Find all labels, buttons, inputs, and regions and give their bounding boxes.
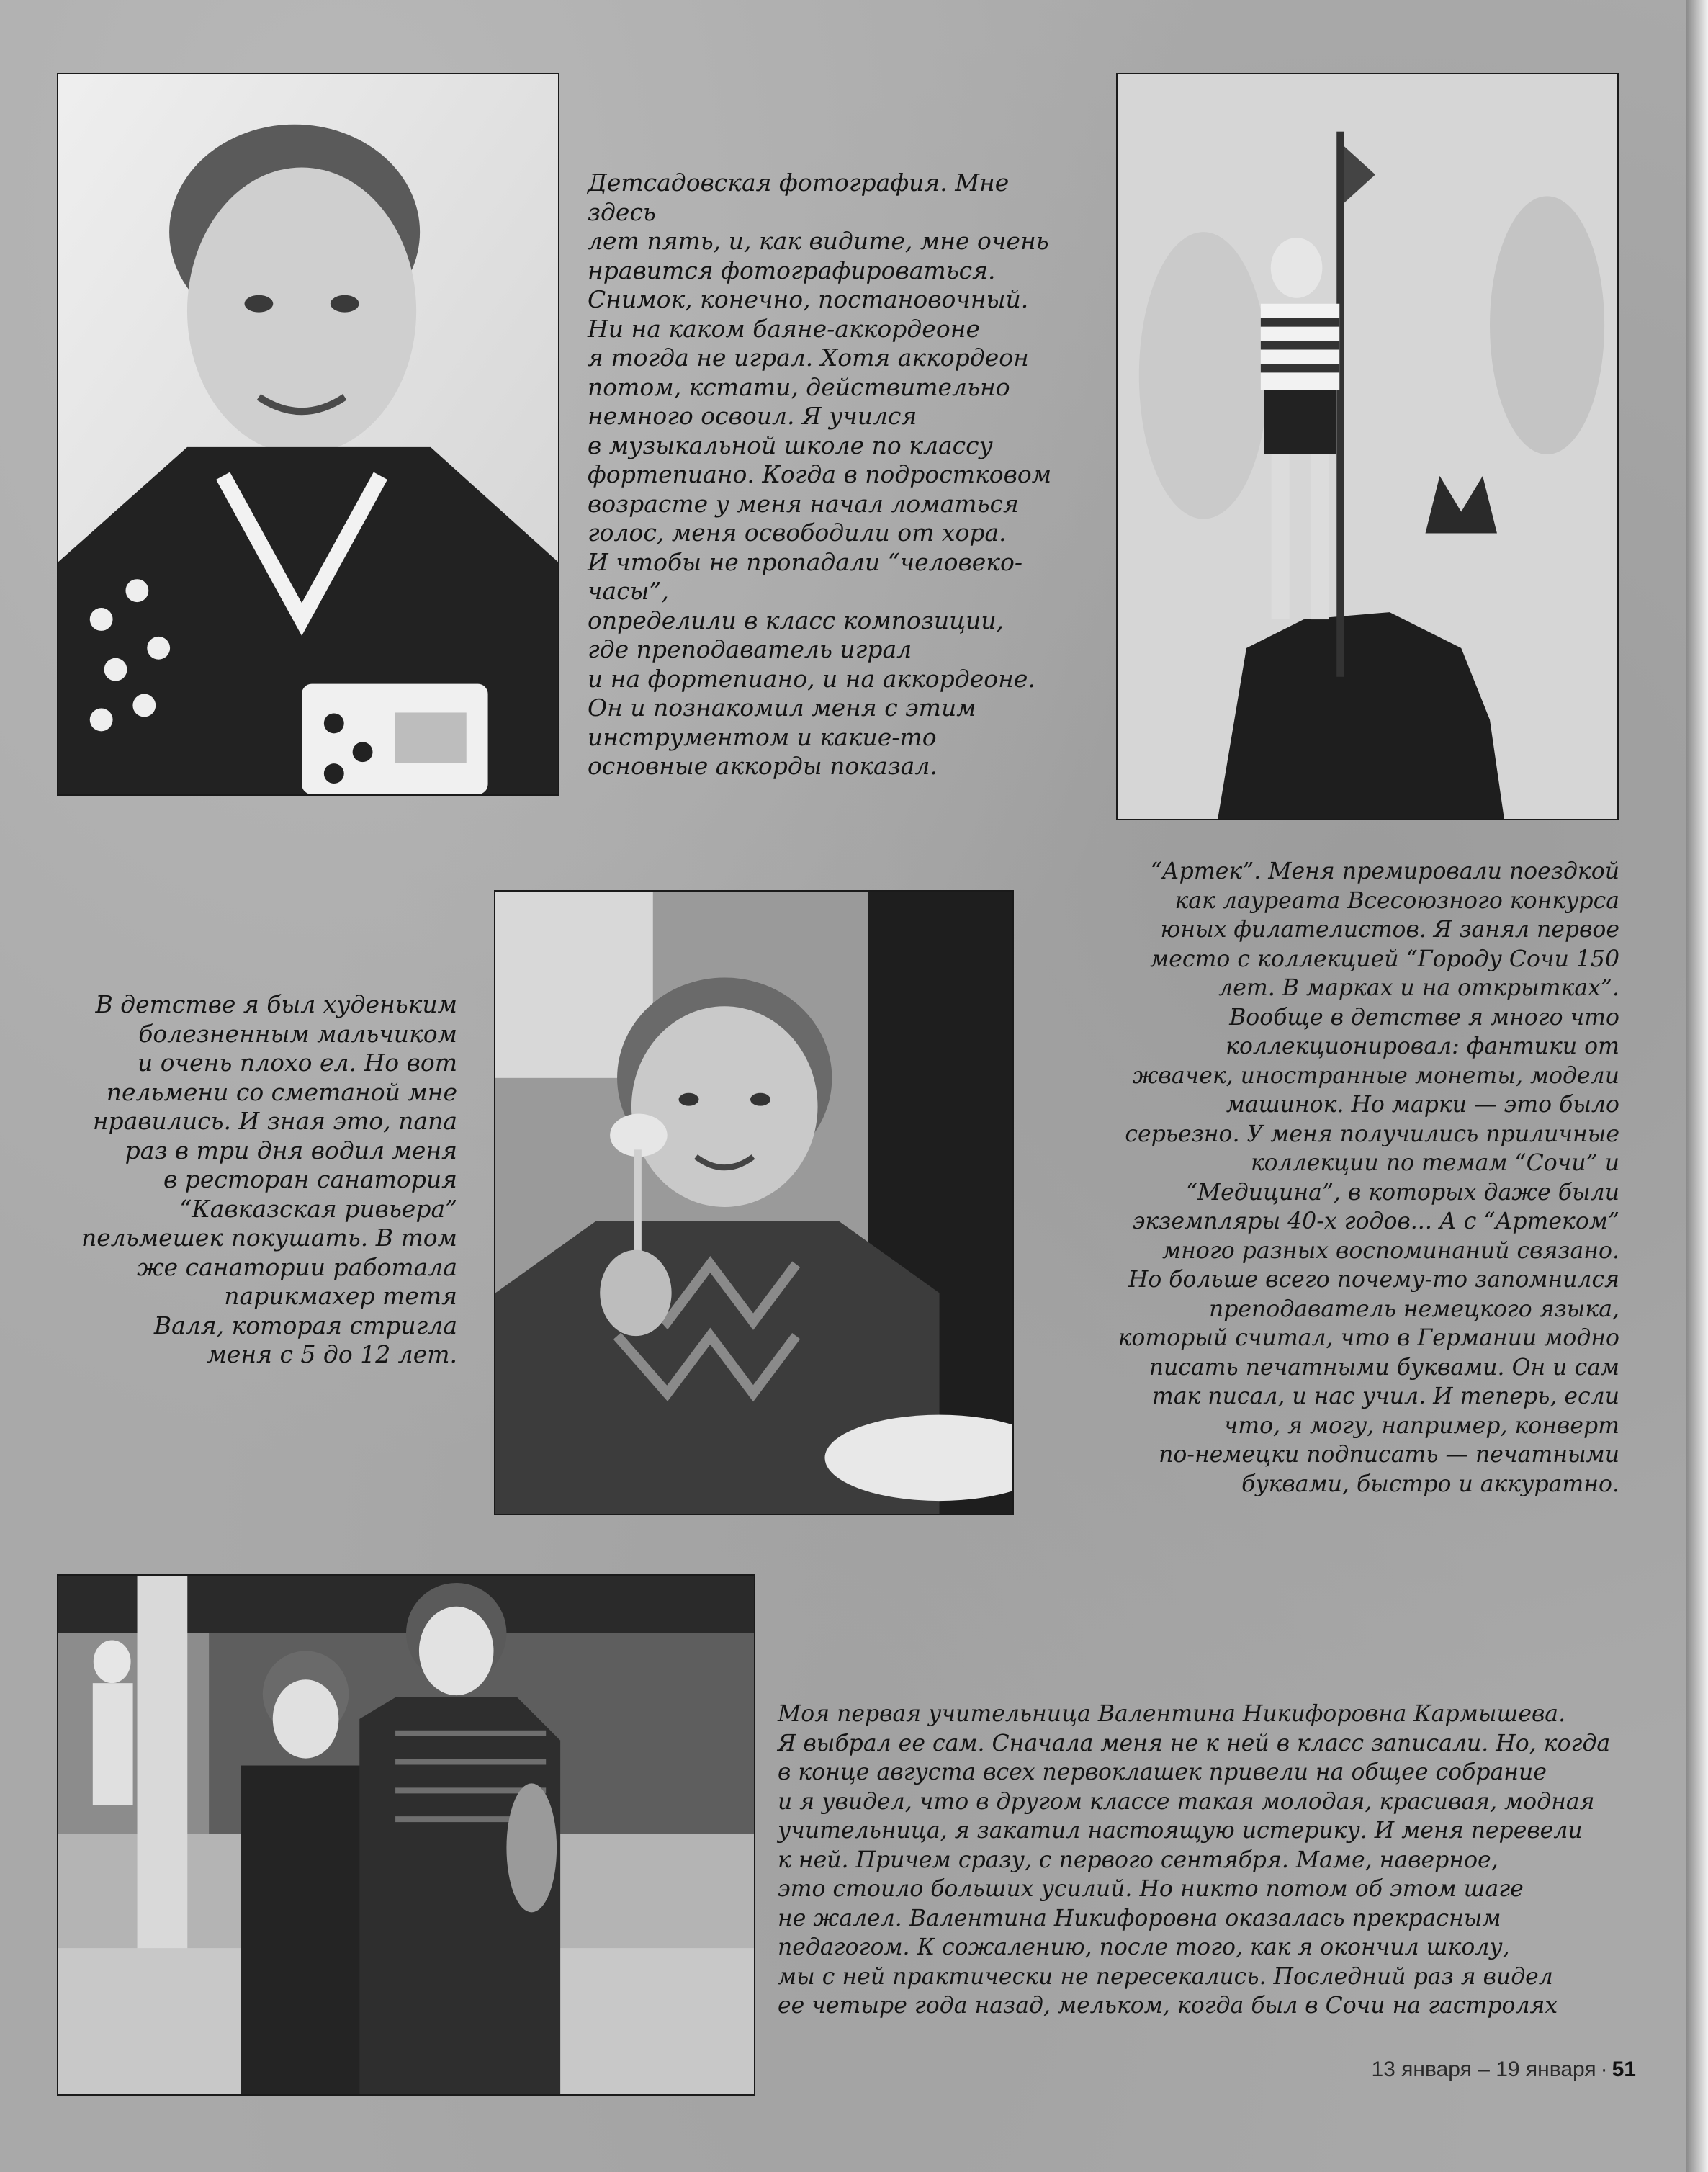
caption-line: болезненным мальчиком xyxy=(138,1019,457,1048)
caption-line: в ресторан санатория xyxy=(163,1165,457,1193)
caption-artek-photo xyxy=(1080,857,1619,1499)
caption-line: по-немецки подписать — печатными xyxy=(1159,1442,1619,1468)
caption-line: юных филателистов. Я занял первое xyxy=(1160,917,1619,943)
caption-line: так писал, и нас учил. И теперь, если xyxy=(1151,1383,1619,1409)
caption-line: инструментом и какие-то xyxy=(588,722,937,751)
caption-line: Детсадовская фотография. Мне здесь xyxy=(588,169,1010,226)
caption-line: я тогда не играл. Хотя аккордеон xyxy=(588,344,1029,372)
caption-line: коллекционировал: фантики от xyxy=(1226,1033,1619,1059)
caption-line: и я увидел, что в другом классе такая молодая, красивая, модная xyxy=(778,1788,1595,1815)
photo-boy-eating-pelmeni xyxy=(494,890,1014,1515)
caption-line: основные аккорды показал. xyxy=(588,752,938,780)
caption-kindergarten-photo xyxy=(588,169,1063,781)
issue-dates: 13 января – 19 января xyxy=(1371,2057,1596,2081)
caption-line: что, я могу, например, конверт xyxy=(1223,1412,1619,1439)
caption-line: “Медицина”, в которых даже были xyxy=(1185,1179,1619,1206)
caption-line: экземпляры 40-х годов... А с “Артеком” xyxy=(1132,1208,1619,1234)
caption-line: место с коллекцией “Городу Сочи 150 xyxy=(1150,946,1619,972)
caption-line: И чтобы не пропадали “человеко-часы”, xyxy=(588,547,1023,605)
caption-line: фортепиано. Когда в подростковом xyxy=(588,460,1052,488)
photo-artek-boy-on-rock xyxy=(1116,73,1619,820)
caption-line: писать печатными буквами. Он и сам xyxy=(1149,1354,1619,1381)
caption-line: мы с ней практически не пересекались. Последний раз я видел xyxy=(778,1963,1553,1990)
caption-line: немного освоил. Я учился xyxy=(588,402,917,430)
caption-line: пельмешек покушать. В том xyxy=(81,1224,457,1252)
caption-line: буквами, быстро и аккуратно. xyxy=(1241,1471,1619,1497)
caption-line: парикмахер тетя xyxy=(224,1282,457,1310)
caption-line: который считал, что в Германии модно xyxy=(1118,1325,1619,1351)
caption-line: Ни на каком баяне-аккордеоне xyxy=(588,314,980,343)
caption-line: же санатории работала xyxy=(137,1252,457,1281)
page-footer xyxy=(1371,2057,1636,2082)
caption-line: в музыкальной школе по классу xyxy=(588,431,993,459)
caption-line: не жалел. Валентина Никифоровна оказалась прекрасным xyxy=(778,1905,1501,1931)
caption-line: Я выбрал ее сам. Сначала меня не к ней в класс записали. Но, когда xyxy=(778,1730,1611,1756)
caption-line: в конце августа всех первоклашек привели на общее собрание xyxy=(778,1759,1547,1785)
caption-childhood-photo xyxy=(72,990,457,1370)
caption-line: нравится фотографироваться. xyxy=(588,256,996,284)
caption-line: лет пять, и, как видите, мне очень xyxy=(588,227,1049,255)
caption-line: Вообще в детстве я много что xyxy=(1229,1004,1619,1031)
caption-line: преподаватель немецкого языка, xyxy=(1208,1296,1619,1322)
caption-line: “Артек”. Меня премировали поездкой xyxy=(1150,858,1619,884)
caption-line: голос, меня освободили от хора. xyxy=(588,519,1007,547)
caption-line: педагогом. К сожалению, после того, как я окончил школу, xyxy=(778,1934,1510,1960)
caption-line: Моя первая учительница Валентина Никифоровна Кармышева. xyxy=(778,1701,1566,1727)
caption-line: учительница, я закатил настоящую истерику. И меня перевели xyxy=(778,1818,1583,1844)
caption-line: определили в класс композиции, xyxy=(588,606,1004,634)
caption-line: Валя, которая стригла xyxy=(153,1311,457,1339)
caption-line: меня с 5 до 12 лет. xyxy=(207,1340,457,1368)
scan-page-edge xyxy=(1686,0,1708,2172)
caption-line: потом, кстати, действительно xyxy=(588,372,1010,401)
caption-line: пельмени со сметаной мне xyxy=(106,1077,457,1106)
photo-boy-with-teacher xyxy=(57,1574,755,2096)
page-number: 51 xyxy=(1612,2057,1636,2081)
caption-line: серьезно. У меня получились приличные xyxy=(1125,1121,1619,1147)
caption-line: возрасте у меня начал ломаться xyxy=(588,489,1019,518)
caption-line: лет. В марках и на открытках”. xyxy=(1218,975,1619,1001)
caption-line: это стоило больших усилий. Но никто потом об этом шаге xyxy=(778,1876,1524,1902)
caption-teacher-photo xyxy=(778,1700,1624,2021)
caption-line: как лауреата Всесоюзного конкурса xyxy=(1174,887,1619,914)
caption-line: жвачек, иностранные монеты, модели xyxy=(1132,1062,1619,1089)
caption-line: ее четыре года назад, мельком, когда был в Сочи на гастролях xyxy=(778,1993,1558,2019)
caption-line: и на фортепиано, и на аккордеоне. xyxy=(588,664,1035,693)
caption-line: нравились. И зная это, папа xyxy=(92,1107,457,1135)
footer-separator: · xyxy=(1600,2057,1608,2081)
caption-line: коллекции по темам “Сочи” и xyxy=(1250,1150,1619,1176)
caption-line: и очень плохо ел. Но вот xyxy=(138,1049,457,1077)
caption-line: В детстве я был худеньким xyxy=(95,990,457,1018)
caption-line: Снимок, конечно, постановочный. xyxy=(588,285,1029,313)
caption-line: машинок. Но марки — это было xyxy=(1226,1092,1619,1118)
caption-line: к ней. Причем сразу, с первого сентября. Маме, наверное, xyxy=(778,1846,1498,1873)
caption-line: раз в три дня водил меня xyxy=(125,1136,457,1164)
caption-line: Он и познакомил меня с этим xyxy=(588,694,976,722)
caption-line: “Кавказская ривьера” xyxy=(179,1194,457,1223)
caption-line: где преподаватель играл xyxy=(588,635,912,663)
photo-boy-with-accordion xyxy=(57,73,559,796)
caption-line: Но больше всего почему-то запомнился xyxy=(1128,1267,1619,1293)
caption-line: много разных воспоминаний связано. xyxy=(1161,1237,1619,1264)
